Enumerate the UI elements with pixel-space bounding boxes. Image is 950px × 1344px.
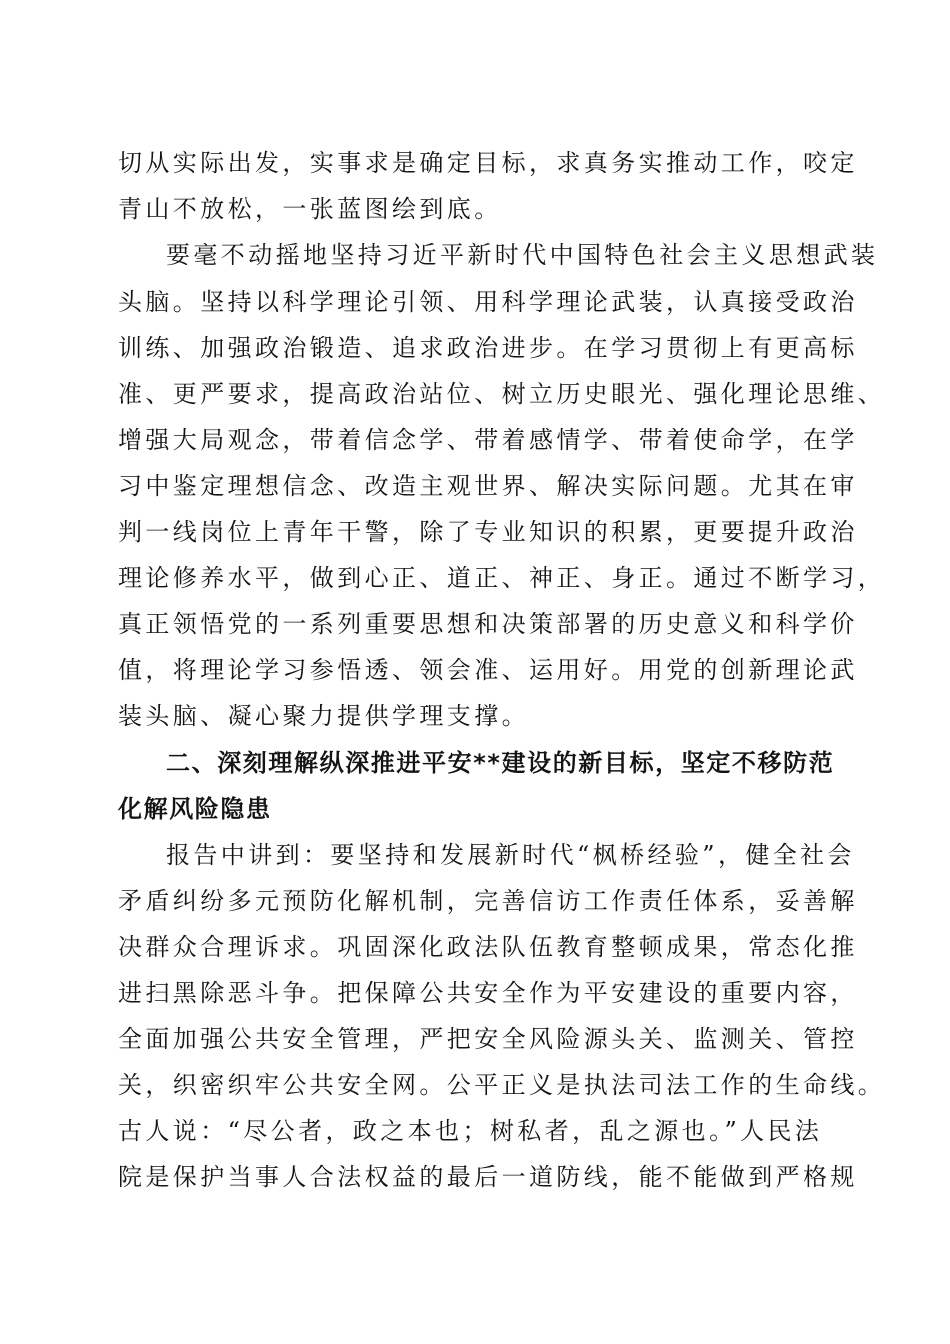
text-line: 进扫黑除恶斗争。把保障公共安全作为平安建设的重要内容，: [118, 979, 858, 1007]
text-line: 古人说：“尽公者，政之本也；树私者，乱之源也。”人民法: [118, 1117, 823, 1145]
text-line: 训练、加强政治锻造、追求政治进步。在学习贯彻上有更高标: [118, 334, 858, 362]
text-line: 头脑。坚持以科学理论引领、用科学理论武装，认真接受政治: [118, 288, 858, 316]
text-line: 理论修养水平，做到心正、道正、神正、身正。通过不断学习，: [118, 564, 886, 592]
text-line: 切从实际出发，实事求是确定目标，求真务实推动工作，咬定: [118, 149, 858, 177]
paragraph-first-line: 报告中讲到：要坚持和发展新时代“枫桥经验”，健全社会: [166, 841, 855, 869]
text-line: 矛盾纠纷多元预防化解机制，完善信访工作责任体系，妥善解: [118, 887, 858, 915]
text-line: 关，织密织牢公共安全网。公平正义是执法司法工作的生命线。: [118, 1071, 886, 1099]
text-line: 准、更严要求，提高政治站位、树立历史眼光、强化理论思维、: [118, 380, 886, 408]
text-line: 值，将理论学习参悟透、领会准、运用好。用党的创新理论武: [118, 656, 858, 684]
section-heading: 二、深刻理解纵深推进平安**建设的新目标，坚定不移防范: [166, 749, 835, 777]
text-line: 增强大局观念，带着信念学、带着感情学、带着使命学，在学: [118, 426, 858, 454]
text-line: 真正领悟党的一系列重要思想和决策部署的历史意义和科学价: [118, 610, 858, 638]
text-line: 青山不放松，一张蓝图绘到底。: [118, 195, 502, 223]
text-line: 装头脑、凝心聚力提供学理支撑。: [118, 702, 529, 730]
text-line: 院是保护当事人合法权益的最后一道防线，能不能做到严格规: [118, 1163, 858, 1191]
paragraph-first-line: 要毫不动摇地坚持习近平新时代中国特色社会主义思想武装: [166, 241, 879, 269]
text-line: 决群众合理诉求。巩固深化政法队伍教育整顿成果，常态化推: [118, 933, 858, 961]
section-heading-continued: 化解风险隐患: [118, 795, 272, 823]
text-line: 习中鉴定理想信念、改造主观世界、解决实际问题。尤其在审: [118, 472, 858, 500]
text-line: 判一线岗位上青年干警，除了专业知识的积累，更要提升政治: [118, 518, 858, 546]
text-line: 全面加强公共安全管理，严把安全风险源头关、监测关、管控: [118, 1025, 858, 1053]
